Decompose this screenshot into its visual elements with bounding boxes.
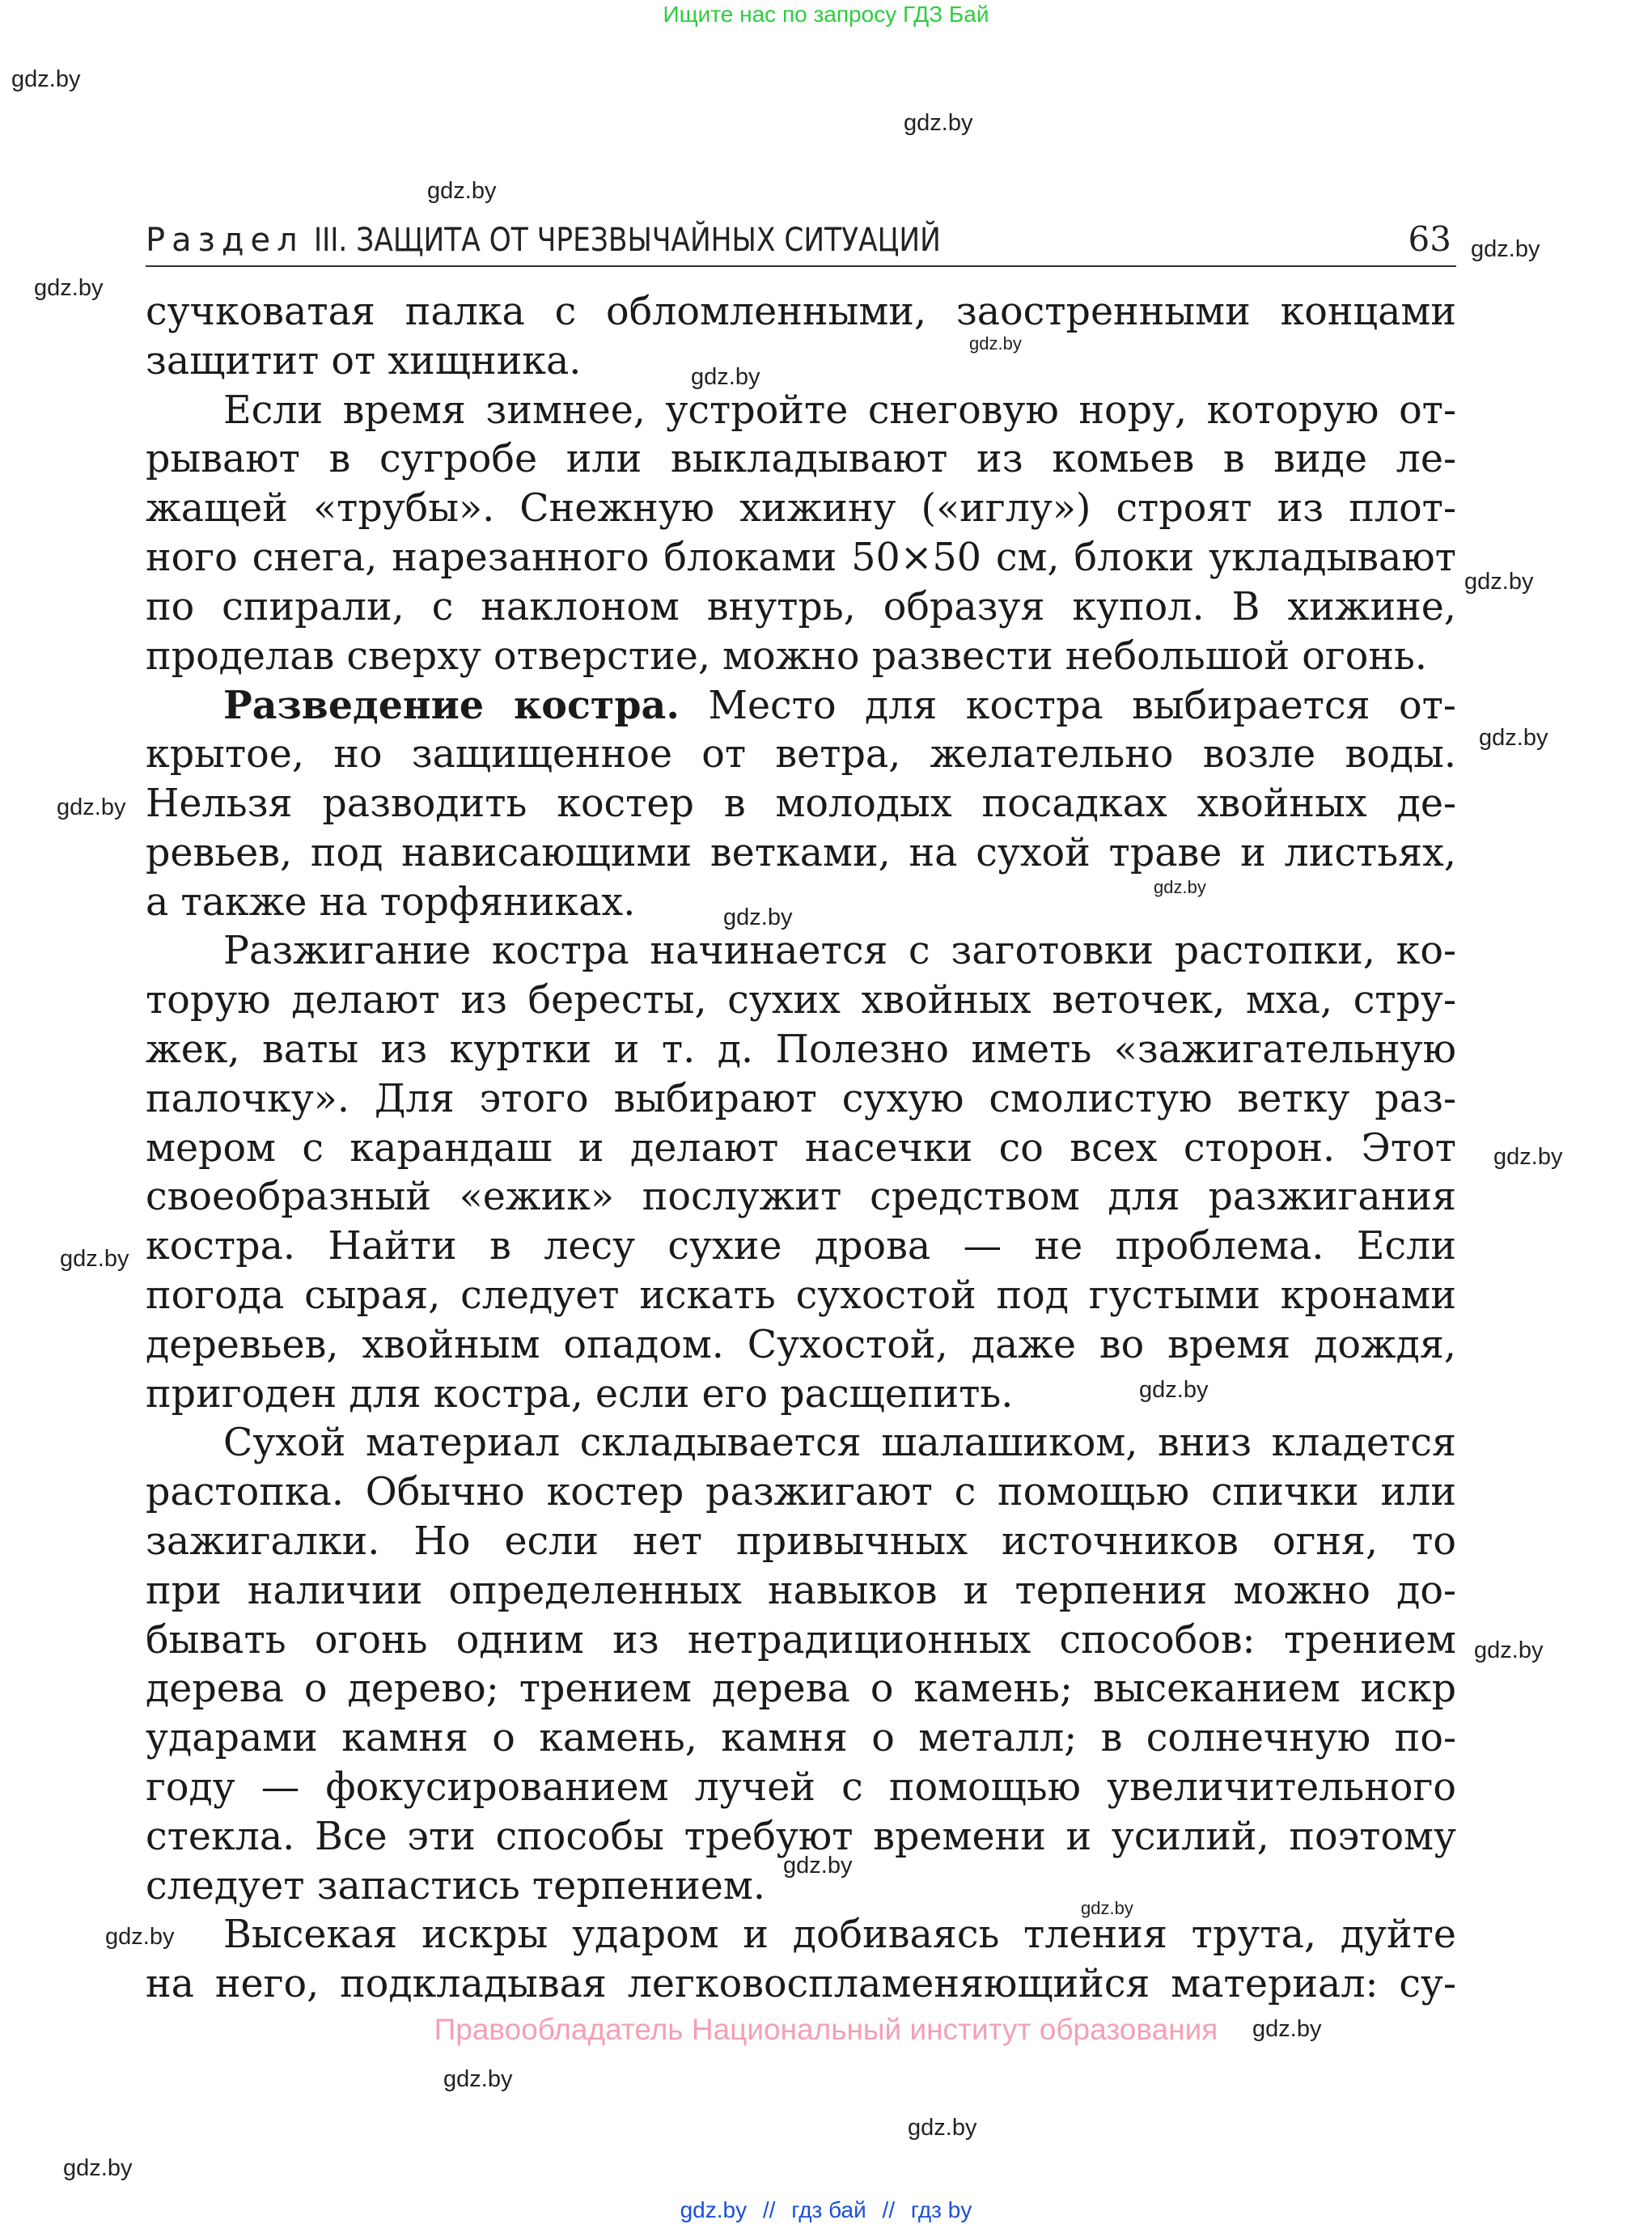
text-line: Если время зимнее, устройте снеговую нору, которую от- [223, 388, 1456, 433]
watermark: gdz.by [34, 275, 104, 301]
paragraph-heading: Разведение костра. [223, 683, 680, 729]
text-line: защитит от хищника. [146, 338, 582, 383]
watermark: gdz.by [908, 2115, 977, 2141]
text-line: мером с карандаш и делают насечки со всех сторон. Этот [146, 1125, 1456, 1171]
text-line: своеобразный «ежик» послужит средством для разжигания [146, 1175, 1456, 1220]
text-line: пригоден для костра, если его расщепить. [146, 1371, 1014, 1417]
text-line: сучковатая палка с обломленными, заостренными концами [146, 290, 1456, 334]
section-title [146, 222, 1043, 259]
text-line: году — фокусированием лучей с помощью увеличительного [146, 1764, 1456, 1810]
watermark: gdz.by [1464, 569, 1534, 595]
text-line: а также на торфяниках. [146, 879, 636, 925]
running-head [146, 217, 1456, 267]
watermark: gdz.by [427, 178, 497, 204]
watermark: gdz.by [1252, 2016, 1322, 2042]
text-line: палочку». Для этого выбирают сухую смолистую ветку раз- [146, 1076, 1456, 1121]
text-line: погода сырая, следует искать сухостой под густыми кронами [146, 1273, 1456, 1318]
watermark: gdz.by [1081, 1898, 1133, 1918]
watermark: gdz.by [60, 1246, 129, 1272]
watermark: gdz.by [723, 904, 793, 930]
watermark: gdz.by [1479, 725, 1548, 751]
text-line: Высекая искры ударом и добиваясь тления трута, дуйте [223, 1913, 1456, 1958]
footer-link-gdz-bai[interactable]: гдз бай [791, 2197, 866, 2222]
watermark: gdz.by [57, 794, 126, 820]
text-line: костра. Найти в лесу сухие дрова — не проблема. Если [146, 1224, 1456, 1269]
watermark: gdz.by [691, 364, 760, 390]
watermark: gdz.by [1154, 877, 1206, 897]
page-number: 63 [1408, 219, 1451, 259]
body-text [146, 288, 1456, 2010]
text-line: бывать огонь одним из нетрадиционных способов: трением [146, 1617, 1456, 1663]
watermark: gdz.by [783, 1853, 853, 1879]
text-line-rest: Место для костра выбирается от- [708, 684, 1456, 729]
text-line: рывают в сугробе или выкладывают из комьев в виде ле- [146, 437, 1456, 482]
section-prefix: Раздел [146, 222, 304, 259]
footer-links [0, 2197, 1652, 2223]
footer-separator: // [762, 2197, 776, 2222]
text-line: стекла. Все эти способы требуют времени и усилий, поэтому [146, 1814, 1456, 1859]
watermark: gdz.by [11, 66, 81, 92]
text-line: зажигалки. Но если нет привычных источников огня, то [146, 1519, 1456, 1564]
watermark: gdz.by [1474, 1637, 1544, 1663]
copyright-holder-notice: Правообладатель Национальный институт образования [434, 2013, 1218, 2046]
text-line: по спирали, с наклоном внутрь, образуя купол. В хижине, [146, 584, 1456, 629]
text-line: крытое, но защищенное от ветра, желательно возле воды. [146, 732, 1456, 777]
text-line: жащей «трубы». Снежную хижину («иглу») строят из плот- [146, 486, 1456, 532]
text-line-with-heading [146, 681, 1456, 731]
watermark: gdz.by [443, 2066, 513, 2092]
text-line: Сухой материал складывается шалашиком, вниз кладется [223, 1421, 1456, 1466]
section-name: III. ЗАЩИТА ОТ ЧРЕЗВЫЧАЙНЫХ СИТУАЦИЙ [314, 222, 942, 259]
text-line: Нельзя разводить костер в молодых посадках хвойных де- [146, 781, 1456, 826]
footer-link-gdz[interactable]: gdz.by [680, 2197, 748, 2222]
watermark: gdz.by [105, 1924, 175, 1950]
text-line: деревьев, хвойным опадом. Сухостой, даже во время дождя, [146, 1322, 1456, 1367]
text-line: проделав сверху отверстие, можно развести небольшой огонь. [146, 633, 1427, 679]
text-line: Разжигание костра начинается с заготовки растопки, ко- [223, 929, 1456, 974]
watermark: gdz.by [1493, 1144, 1563, 1170]
watermark: gdz.by [1471, 236, 1540, 262]
text-line: при наличии определенных навыков и терпения можно до- [146, 1568, 1456, 1613]
top-banner: Ищите нас по запросу ГДЗ Бай [663, 2, 989, 27]
text-line: растопка. Обычно костер разжигают с помощью спички или [146, 1470, 1456, 1515]
watermark: gdz.by [969, 333, 1022, 354]
footer-link-gdz-by[interactable]: гдз by [910, 2197, 972, 2222]
text-line: на него, подкладывая легковоспламеняющийся материал: су- [146, 1962, 1456, 2007]
text-line: торую делают из бересты, сухих хвойных веточек, мха, стру- [146, 978, 1456, 1023]
watermark: gdz.by [1139, 1377, 1209, 1403]
footer-separator: // [882, 2197, 896, 2222]
text-line: следует запастись терпением. [146, 1863, 765, 1908]
watermark: gdz.by [904, 110, 973, 136]
text-line: жек, ваты из куртки и т. д. Полезно иметь «зажигательную [146, 1027, 1456, 1072]
text-line: ного снега, нарезанного блоками 50×50 см, блоки укладывают [146, 535, 1456, 580]
text-line: дерева о дерево; трением дерева о камень; высеканием искр [146, 1667, 1456, 1712]
text-line: ревьев, под нависающими ветками, на сухой траве и листьях, [146, 830, 1456, 875]
watermark: gdz.by [63, 2155, 133, 2181]
text-line: ударами камня о камень, камня о металл; в солнечную по- [146, 1716, 1456, 1761]
